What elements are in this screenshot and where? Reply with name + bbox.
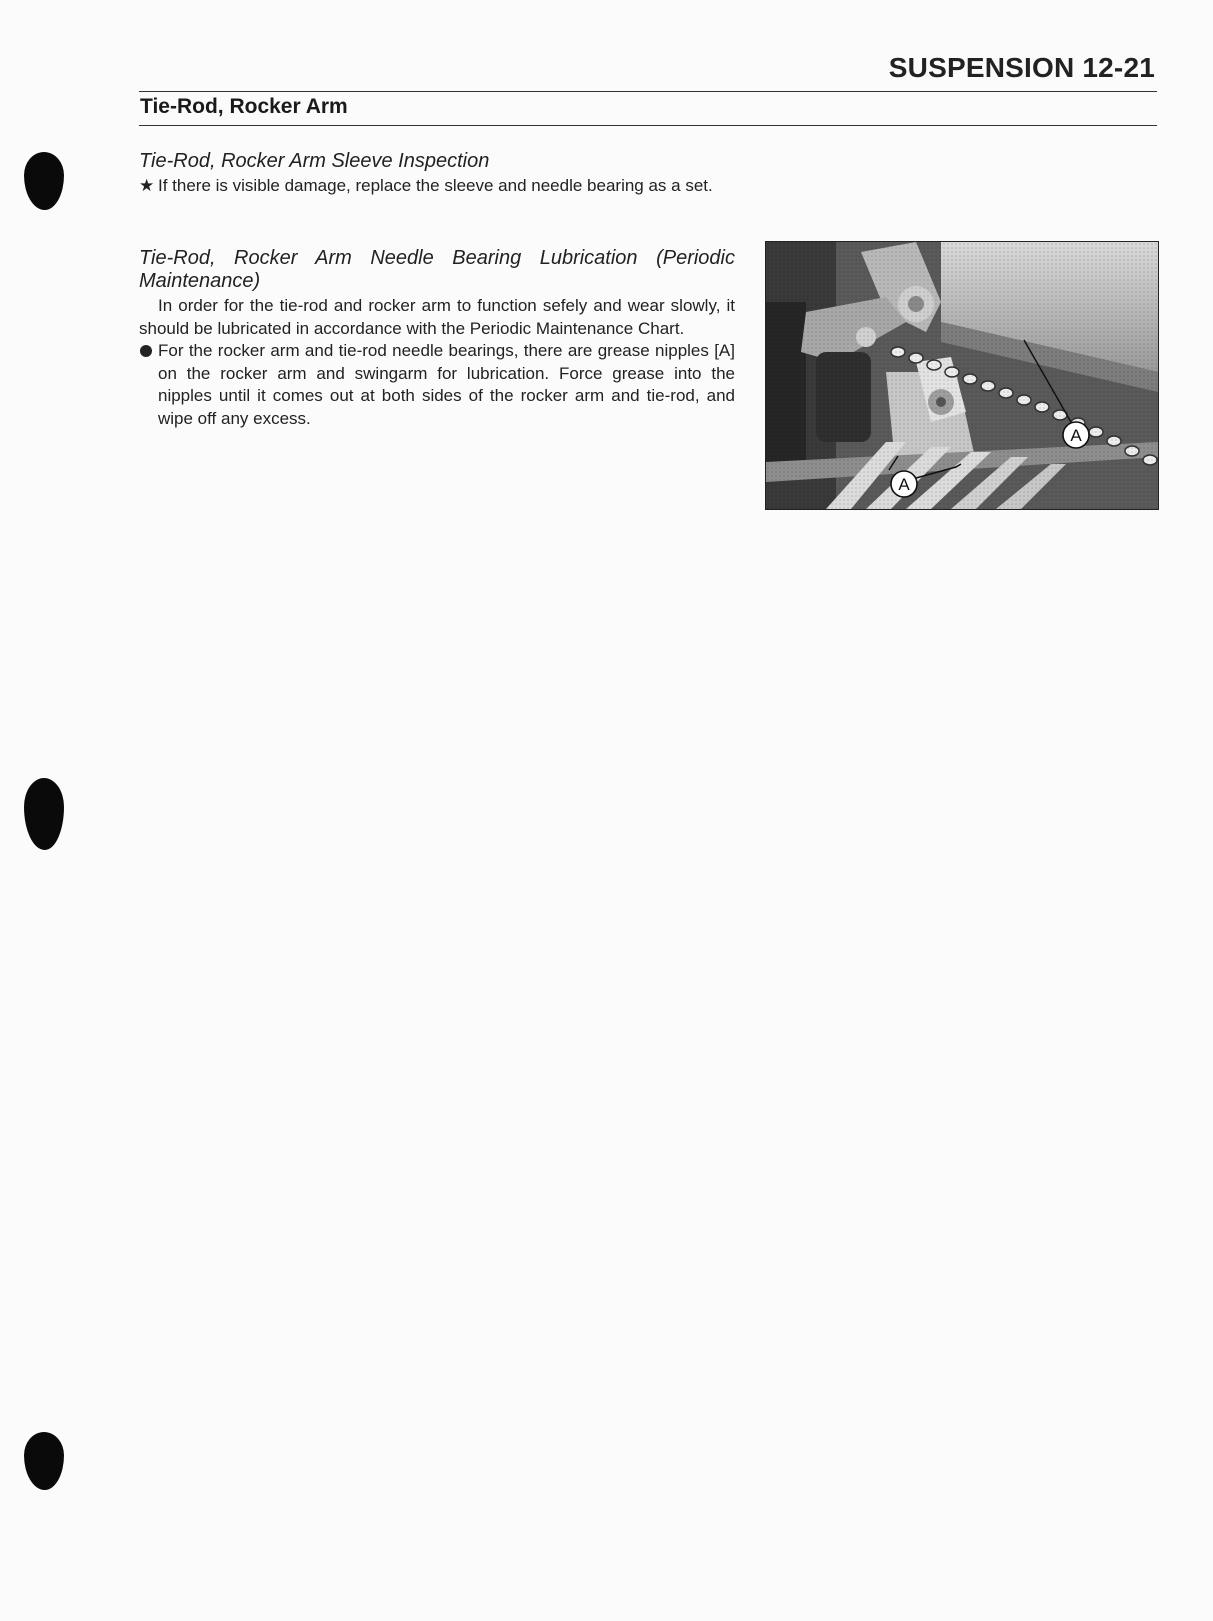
callout-a-upper: [1063, 422, 1089, 448]
lubrication-intro: In order for the tie-rod and rocker arm to function sefely and wear slowly, it should be lubricated in accordance with the Periodic Maintenance Chart.: [139, 296, 735, 338]
grease-nipples-photo: [765, 241, 1159, 510]
star-icon: ★: [139, 176, 155, 195]
binder-hole-bottom: [24, 1432, 64, 1490]
sleeve-inspection-item: [139, 175, 735, 198]
header-rule-top: [139, 91, 1157, 92]
lubrication-heading: Tie-Rod, Rocker Arm Needle Bearing Lubrication (Periodic Maintenance): [139, 247, 735, 292]
sleeve-inspection-heading: Tie-Rod, Rocker Arm Sleeve Inspection: [139, 150, 490, 172]
section-title: Tie-Rod, Rocker Arm: [140, 95, 348, 118]
lubrication-section: [139, 247, 735, 430]
running-head: SUSPENSION 12-21: [888, 52, 1155, 83]
header-rule-bottom: [139, 125, 1157, 126]
svg-text:A: A: [898, 475, 910, 494]
sleeve-inspection-section: [139, 150, 735, 198]
photo-illustration: [766, 242, 1158, 509]
binder-hole-middle: [24, 778, 64, 850]
callout-a-lower: [891, 471, 917, 497]
svg-text:A: A: [1070, 426, 1082, 445]
lubrication-bullet-item: [139, 340, 735, 430]
bullet-dot-icon: [140, 345, 152, 357]
lubrication-bullet-text: For the rocker arm and tie-rod needle bearings, there are grease nipples [A] on the rocker arm and swingarm for lubrication. Force grease into the nipples until it comes out at both sides of the rocker arm and tie-rod, and wipe off any excess.: [158, 341, 735, 428]
sleeve-inspection-text: If there is visible damage, replace the sleeve and needle bearing as a set.: [158, 176, 713, 195]
binder-hole-top: [24, 152, 64, 210]
